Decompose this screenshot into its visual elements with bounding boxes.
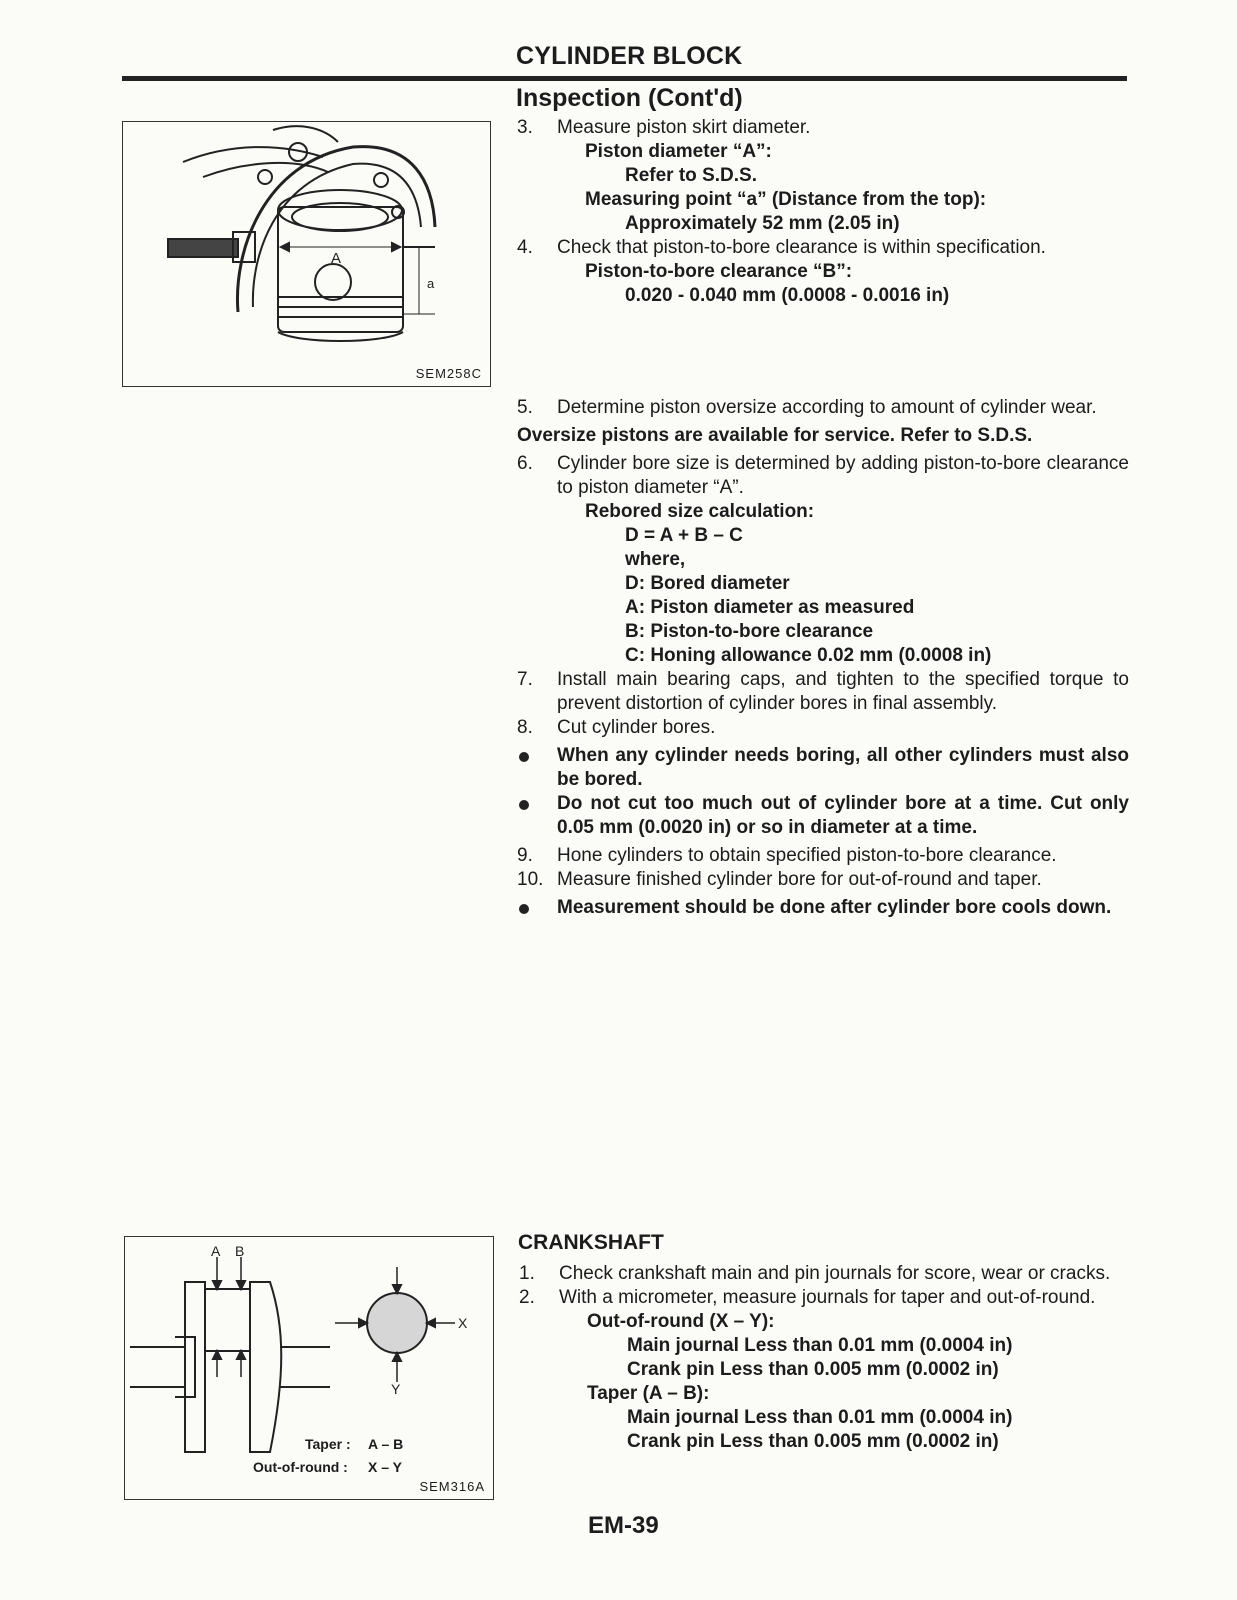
step-text: Measure finished cylinder bore for out-of-round and taper. — [557, 869, 1042, 890]
step-text: With a micrometer, measure journals for taper and out-of-round. — [559, 1287, 1096, 1308]
taper-value: A – B — [368, 1436, 404, 1452]
oversize-note: Oversize pistons are available for service. Refer to S.D.S. — [517, 425, 1033, 446]
bullet-text: Measurement should be done after cylinder bore cools down. — [557, 897, 1112, 918]
step-number: 5. — [517, 397, 533, 418]
piston-label-A: A — [331, 250, 342, 267]
step-number: 9. — [517, 845, 533, 866]
step-9 — [517, 844, 1129, 868]
piston-label-a: a — [427, 276, 435, 291]
formula-where: where, — [625, 549, 686, 570]
step-number: 10. — [517, 869, 544, 890]
figure-code: SEM316A — [419, 1479, 485, 1494]
section-title: CYLINDER BLOCK — [516, 42, 743, 70]
step-3 — [517, 116, 1129, 140]
step-text: Determine piston oversize according to amount of cylinder wear. — [557, 397, 1097, 418]
taper-label: Taper : — [305, 1436, 351, 1452]
step-4 — [517, 236, 1129, 260]
crank-label-Y: Y — [391, 1381, 401, 1397]
inspection-steps-5-10 — [517, 396, 1129, 920]
step-5 — [517, 396, 1129, 420]
bullet-text: When any cylinder needs boring, all other cylinders must also be bored. — [557, 745, 1129, 790]
step-8 — [517, 716, 1129, 740]
page-number: EM-39 — [588, 1512, 659, 1539]
step-text: Check that piston-to-bore clearance is within specification. — [557, 237, 1046, 258]
step-number: 8. — [517, 717, 533, 738]
out-of-round-value: X – Y — [368, 1459, 402, 1475]
spec-label: Piston diameter “A”: — [585, 141, 772, 162]
formula-term: C: Honing allowance 0.02 mm (0.0008 in) — [625, 645, 992, 666]
step-text: Check crankshaft main and pin journals for score, wear or cracks. — [559, 1263, 1111, 1284]
formula: D = A + B – C — [625, 525, 743, 546]
bullet-item — [517, 792, 1129, 840]
taper-main-journal: Main journal Less than 0.01 mm (0.0004 in) — [627, 1407, 1013, 1428]
crank-step-1 — [519, 1262, 1129, 1286]
step-10 — [517, 868, 1129, 892]
out-of-round-heading: Out-of-round (X – Y): — [587, 1311, 775, 1332]
formula-term: B: Piston-to-bore clearance — [625, 621, 874, 642]
step-number: 6. — [517, 453, 533, 474]
crankshaft-figure — [124, 1236, 494, 1500]
step-text: Measure piston skirt diameter. — [557, 117, 811, 138]
out-of-round-label: Out-of-round : — [253, 1459, 348, 1475]
out-of-round-main-journal: Main journal Less than 0.01 mm (0.0004 in) — [627, 1335, 1013, 1356]
taper-heading: Taper (A – B): — [587, 1383, 710, 1404]
spec-label: Piston-to-bore clearance “B”: — [585, 261, 853, 282]
step-text: Cylinder bore size is determined by adding piston-to-bore clearance to piston diameter “A”. — [557, 453, 1129, 498]
out-of-round-crank-pin: Crank pin Less than 0.005 mm (0.0002 in) — [627, 1359, 999, 1380]
crank-label-A: A — [211, 1243, 221, 1259]
step-text: Install main bearing caps, and tighten to the specified torque to prevent distortion of cylinder bores in final assembly. — [557, 669, 1129, 714]
crankshaft-steps — [519, 1262, 1129, 1454]
piston-micrometer-illustration — [123, 122, 490, 386]
crankshaft-heading: CRANKSHAFT — [518, 1231, 664, 1254]
subheading: Inspection (Cont'd) — [516, 84, 743, 112]
formula-term: D: Bored diameter — [625, 573, 790, 594]
step-text: Cut cylinder bores. — [557, 717, 716, 738]
step-7 — [517, 668, 1129, 716]
bullet-item — [517, 744, 1129, 792]
step-number: 2. — [519, 1287, 535, 1308]
formula-term: A: Piston diameter as measured — [625, 597, 915, 618]
crank-step-2 — [519, 1286, 1129, 1310]
inspection-steps-3-4 — [517, 116, 1129, 308]
bullet-item — [517, 896, 1129, 920]
crank-label-B: B — [235, 1243, 245, 1259]
header-rule — [122, 76, 1127, 81]
bullet-text: Do not cut too much out of cylinder bore at a time. Cut only 0.05 mm (0.0020 in) or so in diameter at a time. — [557, 793, 1129, 838]
step-text: Hone cylinders to obtain specified piston-to-bore clearance. — [557, 845, 1057, 866]
spec-label: Measuring point “a” (Distance from the top): — [585, 189, 987, 210]
step-number: 3. — [517, 117, 533, 138]
spec-value: Approximately 52 mm (2.05 in) — [625, 213, 900, 234]
step-number: 1. — [519, 1263, 535, 1284]
step-6 — [517, 452, 1129, 500]
spec-value: Refer to S.D.S. — [625, 165, 757, 186]
formula-heading: Rebored size calculation: — [585, 501, 815, 522]
step-number: 7. — [517, 669, 533, 690]
figure-code: SEM258C — [415, 366, 482, 381]
taper-crank-pin: Crank pin Less than 0.005 mm (0.0002 in) — [627, 1431, 999, 1452]
spec-value: 0.020 - 0.040 mm (0.0008 - 0.0016 in) — [625, 285, 950, 306]
piston-figure — [122, 121, 491, 387]
step-number: 4. — [517, 237, 533, 258]
crank-label-X: X — [458, 1315, 468, 1331]
